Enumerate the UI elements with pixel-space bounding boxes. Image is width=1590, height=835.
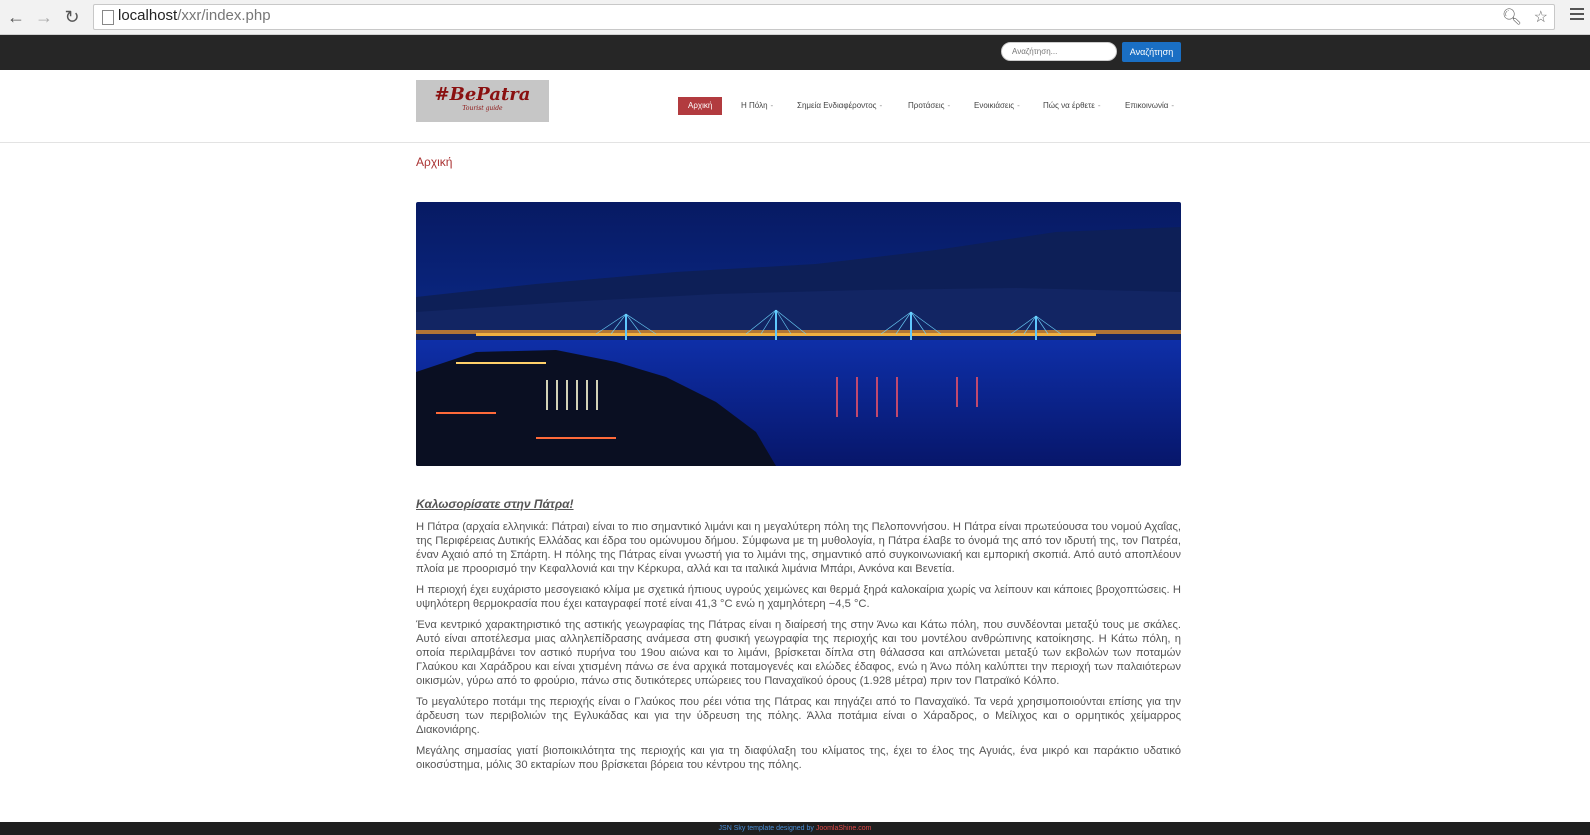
menu-item-label: Η Πόλη: [741, 101, 768, 110]
footer-brand-link[interactable]: JoomlaShine.com: [815, 825, 872, 832]
article-paragraph: Το μεγαλύτερο ποτάμι της περιοχής είναι ο Γλαύκος που ρέει νότια της Πάτρας και πηγάζει από το Παναχαϊκό. Τα νερά χρησιμοποιούνται επίσης για την άρδευση των περιβολιών της Εγλυκάδας και για την ύδρευση της πόλης. Άλλα ποτάμια είναι ο Χάραδρος, ο Μείλιχος και ο ορμητικός χείμαρρος Διακονιάρης.: [416, 696, 1181, 736]
site-logo[interactable]: [416, 80, 549, 122]
breadcrumb[interactable]: Αρχική: [416, 155, 453, 169]
zoom-icon[interactable]: 🔍︎: [1501, 9, 1522, 26]
browser-menu-icon[interactable]: [1570, 8, 1584, 23]
menu-item-home[interactable]: [678, 97, 722, 115]
browser-toolbar: [0, 0, 1590, 35]
article-paragraph: Η Πάτρα (αρχαία ελληνικά: Πάτραι) είναι το πιο σημαντικό λιμάνι και η μεγαλύτερη πόλη της Πελοποννήσου. Η Πάτρα είναι πρωτεύουσα του νομού Αχαΐας, της Περιφέρειας Δυτικής Ελλάδας και έδρα του ομώνυμου δήμου. Σύμφωνα με τη μυθολογία, η Πάτρα έλαβε το όνομά της από τον ιδρυτή της, τον Πατρέα, έναν Αχαιό από τη Σπάρτη. Η πόλης της Πάτρας είναι γνωστή για το λιμάνι της, σημαντικό από συγκοινωνιακή και εμπορική σκοπιά. Από αυτό αποπλέουν πλοία με προορισμό την Κεφαλλονιά και την Κέρκυρα, αλλά και τα ιταλικά λιμάνια Μπάρι, Ανκόνα και Βενετία.: [416, 521, 1181, 575]
chevron-down-icon: -: [770, 101, 774, 110]
bookmark-star-icon[interactable]: ☆: [1533, 9, 1548, 26]
menu-item-how-to-get-here[interactable]: [1043, 97, 1100, 115]
chevron-down-icon: -: [947, 101, 951, 110]
search-input[interactable]: [1001, 42, 1117, 61]
menu-item-label: Πώς να έρθετε: [1043, 101, 1095, 110]
footer-text: JSN Sky template designed by: [718, 825, 816, 832]
menu-item-city[interactable]: [741, 97, 773, 115]
menu-item-label: Επικοινωνία: [1125, 101, 1169, 110]
menu-item-contact[interactable]: [1125, 97, 1174, 115]
article-paragraph: Η περιοχή έχει ευχάριστο μεσογειακό κλίμα με σχετικά ήπιους υγρούς χειμώνες και θερμά ξηρά καλοκαίρια χωρίς να λείπουν και κάποιες βροχοπτώσεις. Η υψηλότερη θερμοκρασία που έχει καταγραφεί ποτέ είναι 41,3 °C ενώ η χαμηλότερη −4,5 °C.: [416, 584, 1181, 610]
menu-item-label: Αρχική: [688, 101, 713, 110]
url-path: /xxr/index.php: [177, 7, 271, 24]
menu-item-label: Σημεία Ενδιαφέροντος: [797, 101, 877, 110]
chevron-down-icon: -: [879, 101, 883, 110]
logo-subtitle: Tourist guide: [462, 105, 503, 112]
logo-title: #BePatra: [434, 84, 531, 105]
site-footer: [0, 822, 1590, 835]
menu-item-points-of-interest[interactable]: [797, 97, 882, 115]
menu-item-suggestions[interactable]: [908, 97, 950, 115]
article-heading: Καλωσορίσατε στην Πάτρα!: [416, 497, 574, 511]
chevron-down-icon: -: [1017, 101, 1020, 110]
address-bar[interactable]: [93, 4, 1555, 30]
back-arrow-icon[interactable]: ←: [7, 7, 25, 27]
reload-icon[interactable]: ↻: [64, 7, 80, 27]
article-paragraph: Ένα κεντρικό χαρακτηριστικό της αστικής γεωγραφίας της Πάτρας είναι η διαίρεσή της στην Άνω και Κάτω πόλη, που συνδέονται μεταξύ τους με σκάλες. Αυτό είναι αποτέλεσμα μιας αλληλεπίδρασης ανάμεσα στη φυσική γεωγραφία της περιοχής και του μοντέλου ανθρώπινης κατοίκησης. Η Κάτω πόλη, η οποία περιλαμβάνει τον αστικό πυρήνα του 19ου αιώνα και το λιμάνι, βρίσκεται δίπλα στη θάλασσα και απλώνεται μεταξύ των εκβολών των ποταμών Γλαύκου και Χαράδρου και είναι χτισμένη πάνω σε ένα αρχικά ποταμογενές και ελώδες έδαφος, ενώ η Άνω πόλη καλύπτει την περιοχή των παλαιότερων οικισμών, γύρω από το φρούριο, πάνω στις δυτικότερες υπώρειες του Παναχαϊκού όρους (1.928 μέτρα) πριν τον Πατραϊκό Κόλπο.: [416, 619, 1181, 687]
chevron-down-icon: -: [1097, 101, 1101, 110]
site-header: [0, 70, 1590, 143]
forward-arrow-icon[interactable]: →: [35, 7, 53, 27]
chevron-down-icon: -: [1171, 101, 1175, 110]
article-paragraph: Μεγάλης σημασίας γιατί βιοποικιλότητα της περιοχής και για τη διαφύλαξη του κλίματος της, έχει το έλος της Αγυιάς, ένα μικρό και παράκτιο υδατικό οικοσύστημα, μόλις 30 εκταρίων που βρίσκεται βόρεια του κέντρου της πόλης.: [416, 745, 1181, 771]
article: [416, 497, 1181, 779]
page-icon: [102, 10, 114, 25]
menu-item-label: Προτάσεις: [908, 101, 945, 110]
menu-item-label: Ενοικιάσεις: [974, 101, 1015, 110]
hero-image: [416, 202, 1181, 466]
url-text[interactable]: [118, 7, 271, 24]
top-bar: [0, 35, 1590, 70]
url-host: localhost: [118, 7, 178, 24]
menu-item-rentals[interactable]: [974, 97, 1020, 115]
search-button[interactable]: Αναζήτηση: [1122, 42, 1181, 62]
